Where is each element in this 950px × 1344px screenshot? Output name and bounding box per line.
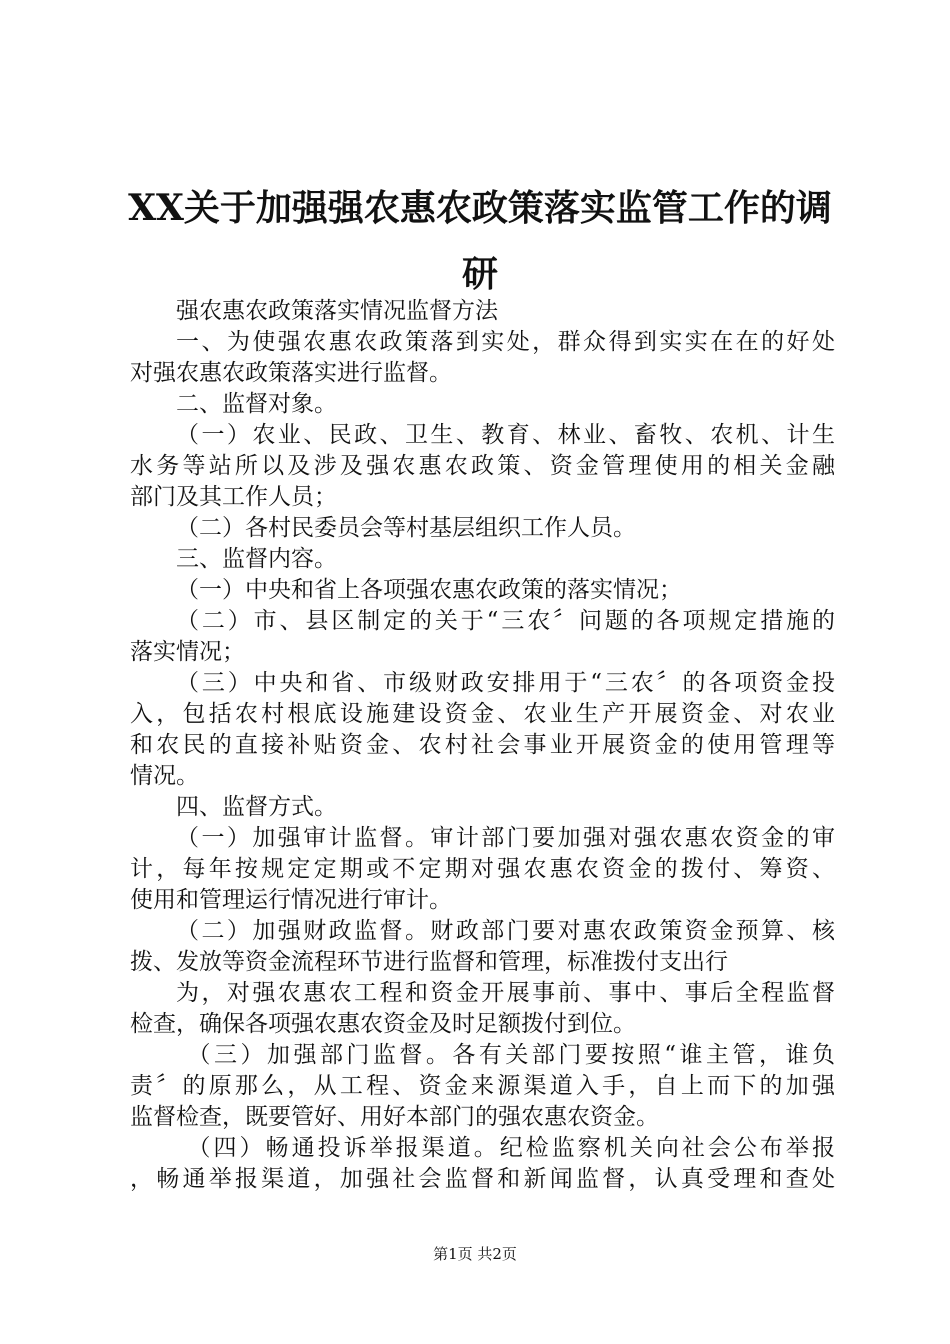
body-line: （一）农业、民政、卫生、教育、林业、畜牧、农机、计生 [176,422,835,448]
body-line: 拨、发放等资金流程环节进行监督和管理，标准拨付支出行 [130,949,728,975]
body-line: 水务等站所以及涉及强农惠农政策、资金管理使用的相关金融 [130,453,835,479]
body-line: 为，对强农惠农工程和资金开展事前、事中、事后全程监督 [176,980,835,1006]
body-line: 一、为使强农惠农政策落到实处，群众得到实实在在的好处 [176,329,835,355]
body-line: （三）中央和省、市级财政安排用于“三农〞的各项资金投 [176,670,835,696]
body-line: 四、监督方式。 [176,794,337,820]
body-line: （一）加强审计监督。审计部门要加强对强农惠农资金的审 [176,825,835,851]
body-line: （四）畅通投诉举报渠道。纪检监察机关向社会公布举报 [187,1135,835,1161]
body-line: （二）加强财政监督。财政部门要对惠农政策资金预算、核 [176,918,835,944]
body-line: （三）加强部门监督。各有关部门要按照“谁主管，谁负 [187,1042,835,1068]
body-line: 入，包括农村根底设施建设资金、农业生产开展资金、对农业 [130,701,835,727]
body-line: 和农民的直接补贴资金、农村社会事业开展资金的使用管理等 [130,732,835,758]
body-line: 检查，确保各项强农惠农资金及时足额拨付到位。 [130,1011,636,1037]
page-footer: 第1页 共2页 [433,1245,517,1263]
body-line: 落实情况； [130,639,245,665]
document-title-line-2: 研 [461,253,498,295]
body-line: 强农惠农政策落实情况监督方法 [176,298,498,324]
body-line: 三、监督内容。 [176,546,337,572]
body-line: 责〞的原那么，从工程、资金来源渠道入手，自上而下的加强 [130,1073,835,1099]
body-line: ，畅通举报渠道，加强社会监督和新闻监督，认真受理和查处 [130,1166,835,1192]
body-line: （二）市、县区制定的关于“三农〞问题的各项规定措施的 [176,608,835,634]
body-line: （二）各村民委员会等村基层组织工作人员。 [176,515,636,541]
body-line: 使用和管理运行情况进行审计。 [130,887,452,913]
body-line: 计，每年按规定定期或不定期对强农惠农资金的拨付、筹资、 [130,856,835,882]
body-line: 部门及其工作人员； [130,484,337,510]
document-title-line-1: XX关于加强强农惠农政策落实监管工作的调 [128,187,832,229]
body-line: 对强农惠农政策落实进行监督。 [130,360,452,386]
body-line: 情况。 [130,763,199,789]
body-line: （一）中央和省上各项强农惠农政策的落实情况； [176,577,682,603]
body-line: 监督检查，既要管好、用好本部门的强农惠农资金。 [130,1104,659,1130]
body-line: 二、监督对象。 [176,391,337,417]
document-body [130,296,835,1195]
